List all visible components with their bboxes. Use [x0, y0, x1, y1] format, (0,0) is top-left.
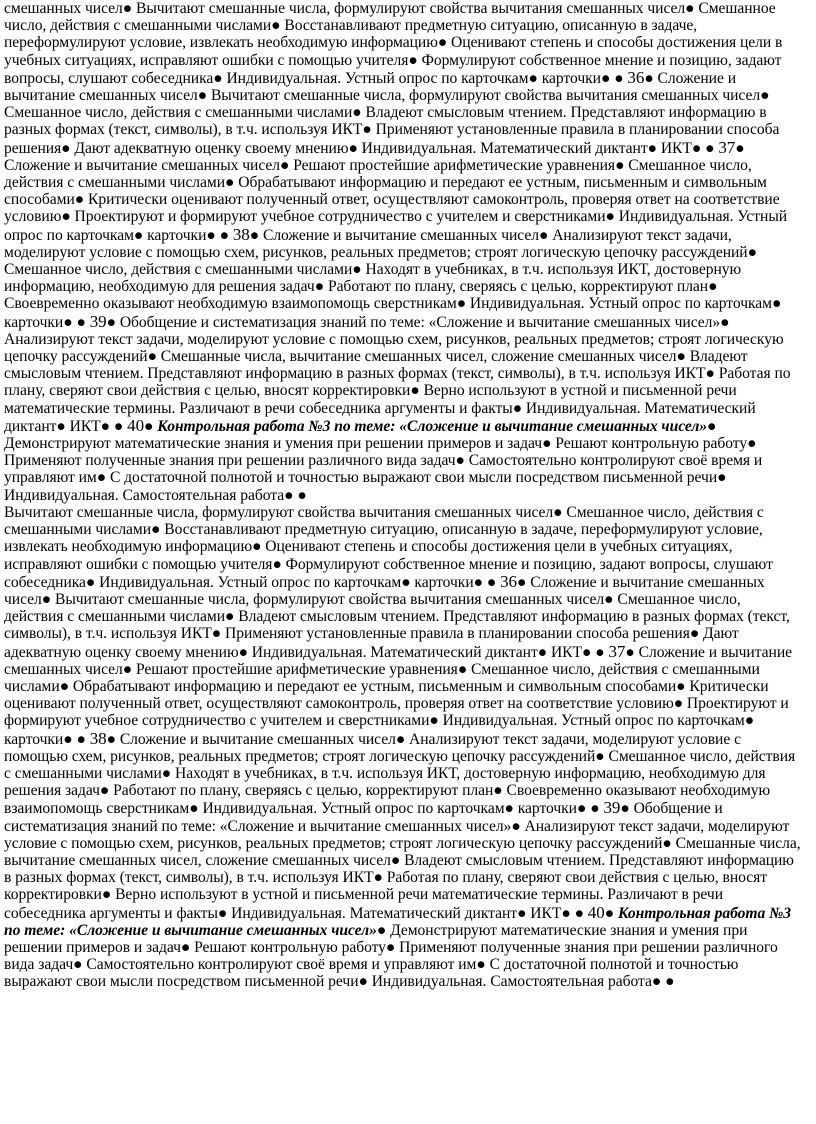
text-segment: Смешанное число, действия с смешанными числами	[4, 156, 752, 192]
bullet-icon: ●	[457, 660, 468, 678]
text-segment: Обобщение и систематизация знаний по теме: «Сложение и вычитание смешанных чисел»	[4, 800, 723, 835]
bullet-icon: ●	[376, 921, 387, 939]
bullet-icon: ●	[147, 348, 157, 366]
bullet-icon: ●	[707, 417, 717, 435]
bullet-icon: ●	[56, 417, 66, 435]
text-segment: Владеют смысловым чтением. Представляют информацию в разных формах (текст, символы), в т.ч. используя ИКТ	[4, 851, 794, 887]
bullet-icon: ●	[614, 69, 624, 87]
text-segment: Смешанное число, действия с смешанными числами	[4, 590, 741, 626]
bullet-icon: ●	[720, 313, 730, 331]
bullet-icon: ●	[284, 486, 294, 504]
bullet-icon: ●	[676, 677, 686, 695]
bullet-icon: ●	[705, 365, 715, 383]
text-segment: Вычитают смешанные числа, формулируют свойства вычитания смешанных чисел	[4, 503, 554, 521]
bullet-icon: ●	[41, 590, 52, 608]
bullet-icon: ●	[85, 573, 96, 591]
text-segment: карточки	[513, 800, 577, 818]
text-segment: Анализируют текст задачи, моделируют условие с помощью схем, рисунков, реальных предметов; строят логическую цепочку рассуждений	[4, 330, 784, 366]
text-segment: Сложение и вычитание смешанных чисел	[4, 643, 793, 678]
text-segment: Смешанное число, действия с смешанными числами	[4, 660, 760, 695]
text-segment: Дают адекватную оценку своему мнению	[70, 139, 349, 157]
text-segment: ИКТ	[547, 643, 583, 661]
text-segment: Решают простейшие арифметические уравнения	[132, 660, 458, 678]
text-segment: Индивидуальная. Устный опрос по карточкам	[95, 573, 402, 591]
text-segment: Сложение и вычитание смешанных чисел	[259, 226, 539, 244]
bullet-icon: ●	[771, 295, 782, 313]
bullet-icon: ●	[122, 0, 133, 17]
text-segment: Вычитают смешанные числа, формулируют свойства вычитания смешанных чисел	[207, 87, 761, 105]
bullet-icon: ●	[280, 156, 290, 174]
bullet-icon: ●	[615, 156, 625, 174]
text-segment: Смешанное число, действия с смешанными числами	[4, 747, 796, 782]
text-segment: Индивидуальная. Устный опрос по карточкам	[466, 295, 772, 313]
bullet-icon: ●	[61, 208, 71, 226]
text-segment: Анализируют текст задачи, моделируют условие с помощью схем, рисунков, реальных предметов; строят логическую цепочку рассуждений	[4, 226, 748, 261]
lesson-number: 36	[627, 67, 645, 87]
bullet-icon: ●	[486, 573, 497, 591]
bullet-icon: ●	[211, 625, 222, 643]
bullet-icon: ●	[348, 139, 358, 157]
bullet-icon: ●	[605, 208, 615, 226]
lesson-number: 37	[718, 137, 736, 157]
text-segment: Применяют полученные знания при решении различного вида задач	[4, 938, 778, 974]
text-segment: карточки	[4, 313, 64, 331]
bullet-icon: ●	[206, 226, 216, 244]
bullet-icon: ●	[76, 730, 86, 748]
text-segment: смешанных чисел	[4, 0, 123, 17]
bullet-icon: ●	[225, 174, 235, 192]
bullet-icon: ●	[595, 643, 605, 661]
lesson-number: 39	[89, 311, 107, 331]
bullet-icon: ●	[662, 834, 672, 852]
bullet-icon: ●	[689, 625, 700, 643]
paragraph-2	[4, 504, 804, 991]
bullet-icon: ●	[106, 730, 116, 748]
lesson-number: 36	[500, 571, 518, 591]
bullet-icon: ●	[691, 139, 702, 157]
text-segment: Демонстрируют математические знания и умения при решении примеров и задач	[4, 921, 748, 956]
bullet-icon: ●	[537, 643, 548, 661]
bullet-icon: ●	[63, 313, 73, 331]
lesson-number: 40	[127, 415, 145, 435]
bullet-icon: ●	[517, 904, 527, 922]
text-segment: Демонстрируют математические знания и умения при решении примеров и задач	[4, 435, 543, 453]
bullet-icon: ●	[576, 800, 587, 818]
bullet-icon: ●	[644, 69, 654, 87]
bullet-icon: ●	[189, 800, 199, 818]
bullet-icon: ●	[676, 348, 686, 366]
bullet-icon: ●	[385, 938, 396, 956]
text-segment: Индивидуальная. Устный опрос по карточкам	[198, 800, 505, 818]
text-segment: Восстанавливают предметную ситуацию, описанную в задаче, переформулируют условие, извлекать необходимую информацию	[4, 17, 698, 52]
text-segment: Сложение и вычитание смешанных чисел	[4, 69, 736, 105]
text-segment: Восстанавливают предметную ситуацию, описанную в задаче, переформулируют условие, извлекать необходимую информацию	[4, 521, 763, 556]
bullet-icon: ●	[352, 261, 362, 279]
bullet-icon: ●	[456, 295, 467, 313]
text-segment: карточки	[410, 573, 474, 591]
text-segment: Сложение и вычитание смешанных чисел	[4, 573, 765, 608]
text-segment: Формулируют собственное мнение и позицию, задают вопросы, слушают собеседника	[4, 555, 773, 591]
lesson-number: 39	[603, 798, 621, 818]
bullet-icon: ●	[590, 800, 600, 818]
text-segment: Работают по плану, сверяясь с целью, корректируют план	[324, 278, 709, 296]
bullet-icon: ●	[408, 51, 418, 69]
bullet-icon: ●	[760, 87, 770, 105]
bullet-icon: ●	[100, 417, 111, 435]
text-segment: Владеют смысловым чтением. Представляют информацию в разных формах (текст, символы), в т.ч. используя ИКТ	[4, 348, 748, 383]
text-segment: Индивидуальная. Самостоятельная работа	[367, 973, 652, 991]
bullet-icon: ●	[625, 643, 635, 661]
bullet-icon: ●	[314, 278, 325, 296]
bullet-icon: ●	[390, 851, 401, 869]
bullet-icon: ●	[219, 226, 229, 244]
text-segment: Проектируют и формируют учебное сотрудничество с учителем и сверстниками	[4, 695, 789, 730]
text-segment: Проектируют и формируют учебное сотрудничество с учителем и сверстниками	[70, 208, 606, 226]
lesson-number: 38	[232, 224, 250, 244]
bullet-icon: ●	[225, 608, 235, 626]
bullet-icon: ●	[708, 278, 718, 296]
bullet-icon: ●	[161, 764, 172, 782]
bullet-icon: ●	[600, 69, 611, 87]
bullet-icon: ●	[473, 573, 484, 591]
text-segment: Сложение и вычитание смешанных чисел	[4, 156, 281, 174]
bullet-icon: ●	[63, 730, 73, 748]
bullet-icon: ●	[504, 800, 514, 818]
text-segment: карточки	[143, 226, 207, 244]
text-segment: Работая по плану, сверяют свои действия с целью, вносят корректировки	[4, 365, 791, 400]
bullet-icon: ●	[561, 904, 571, 922]
bullet-icon: ●	[61, 139, 71, 157]
bullet-icon: ●	[373, 869, 383, 887]
test-title: Контрольная работа №3 по теме: «Сложение и вычитание смешанных чисел»	[157, 417, 708, 435]
text-segment: Решают контрольную работу	[190, 938, 386, 956]
text-segment: Вычитают смешанные числа, формулируют свойства вычитания смешанных чисел	[132, 0, 686, 17]
text-segment: Вычитают смешанные числа, формулируют свойства вычитания смешанных чисел	[51, 590, 605, 608]
text-segment: карточки	[4, 730, 64, 748]
bullet-icon: ●	[538, 226, 549, 244]
text-segment: Индивидуальная. Математический диктант	[227, 904, 518, 922]
lesson-number: 38	[89, 728, 107, 748]
bullet-icon: ●	[106, 313, 116, 331]
bullet-icon: ●	[512, 399, 523, 417]
paragraph-1	[4, 0, 804, 504]
bullet-icon: ●	[122, 660, 133, 678]
bullet-icon: ●	[352, 104, 362, 122]
bullet-icon: ●	[249, 226, 260, 244]
bullet-icon: ●	[362, 121, 372, 139]
text-segment: Работают по плану, сверяясь с целью, корректируют план	[109, 782, 494, 800]
bullet-icon: ●	[747, 435, 757, 453]
bullet-icon: ●	[99, 782, 110, 800]
bullet-icon: ●	[705, 139, 715, 157]
bullet-icon: ●	[410, 382, 420, 400]
bullet-icon: ●	[455, 452, 465, 470]
bullet-icon: ●	[542, 435, 552, 453]
lesson-number: 40	[587, 902, 605, 922]
text-segment: Анализируют текст задачи, моделируют условие с помощью схем, рисунков, реальных предметов; строят логическую цепочку рассуждений	[4, 817, 790, 852]
text-segment: ИКТ	[65, 417, 101, 435]
text-segment: Находят в учебниках, в т.ч. используя ИКТ, достоверную информацию, необходимую для решения задач	[4, 764, 766, 800]
text-segment: Смешанные числа, вычитание смешанных чисел, сложение смешанных чисел	[156, 348, 677, 366]
text-segment: Сложение и вычитание смешанных чисел	[115, 730, 396, 748]
bullet-icon: ●	[511, 817, 521, 835]
bullet-icon: ●	[133, 226, 144, 244]
text-segment: Решают контрольную работу	[551, 435, 748, 453]
text-segment: Критически оценивают полученный ответ, осуществляют самоконтроль, проверяя ответ на соответствие условию	[4, 677, 769, 713]
bullet-icon: ●	[96, 469, 107, 487]
text-segment: Индивидуальная. Устный опрос по карточкам	[4, 208, 788, 244]
bullet-icon: ●	[151, 521, 161, 539]
text-segment: Находят в учебниках, в т.ч. используя ИКТ, достоверную информацию, необходимую для решения задач	[4, 261, 742, 296]
text-segment: Обрабатывают информацию и передают ее устным, письменным и символьным способами	[4, 174, 767, 209]
text-segment: Индивидуальная. Математический диктант	[4, 399, 756, 435]
text-segment: Владеют смысловым чтением. Представляют информацию в разных формах (текст, символы), в т.ч. используя ИКТ	[4, 608, 790, 643]
text-segment: Смешанное число, действия с смешанными числами	[4, 503, 764, 539]
text-segment: Индивидуальная. Устный опрос по карточкам	[438, 712, 745, 730]
bullet-icon: ●	[735, 139, 745, 157]
bullet-icon: ●	[582, 643, 592, 661]
text-segment: Работая по плану, сверяют свои действия с целью, вносят корректировки	[4, 869, 768, 904]
bullet-icon: ●	[74, 191, 85, 209]
bullet-icon: ●	[651, 973, 662, 991]
text-segment: Своевременно оказывают необходимую взаимопомощь сверстникам	[4, 295, 457, 313]
bullet-icon: ●	[437, 34, 448, 52]
bullet-icon: ●	[297, 486, 307, 504]
bullet-icon: ●	[517, 573, 527, 591]
text-segment: С достаточной полнотой и точностью выражают свои мысли посредством письменной речи	[106, 469, 718, 487]
bullet-icon: ●	[747, 243, 757, 261]
text-segment: Применяют установленные правила в планировании способа решения	[221, 625, 690, 643]
text-segment: Критически оценивают полученный ответ, осуществляют самоконтроль, проверяя ответ на соответствие условию	[4, 191, 780, 226]
bullet-icon: ●	[76, 313, 86, 331]
text-segment: ИКТ	[656, 139, 692, 157]
bullet-icon: ●	[213, 69, 223, 87]
bullet-icon: ●	[604, 904, 615, 922]
bullet-icon: ●	[180, 938, 191, 956]
text-segment: Решают простейшие арифметические уравнения	[289, 156, 616, 174]
text-segment: Смешанное число, действия с смешанными числами	[4, 261, 353, 279]
text-segment: Дают адекватную оценку своему мнению	[4, 625, 739, 661]
text-segment: С достаточной полнотой и точностью выражают свои мысли посредством письменной речи	[4, 956, 739, 991]
text-segment: карточки	[537, 69, 601, 87]
text-segment: Смешанные числа, вычитание смешанных чисел, сложение смешанных чисел	[4, 834, 801, 869]
bullet-icon: ●	[673, 695, 684, 713]
text-segment: Индивидуальная. Самостоятельная работа	[4, 486, 285, 504]
text-segment: Применяют полученные знания при решении различного вида задач	[4, 452, 456, 470]
bullet-icon: ●	[553, 503, 563, 521]
text-segment: Самостоятельно контролируют своё время и управляют им	[4, 452, 763, 487]
bullet-icon: ●	[144, 417, 154, 435]
bullet-icon: ●	[395, 730, 406, 748]
text-segment: Самостоятельно контролируют своё время и управляют им	[82, 956, 477, 974]
text-segment: Индивидуальная. Устный опрос по карточкам	[222, 69, 529, 87]
bullet-icon: ●	[429, 712, 439, 730]
text-segment: Применяют установленные правила в планировании способа решения	[4, 121, 780, 157]
text-segment: Смешанное число, действия с смешанными числами	[4, 0, 776, 35]
bullet-icon: ●	[73, 956, 83, 974]
text-segment: ИКТ	[526, 904, 562, 922]
bullet-icon: ●	[685, 0, 695, 17]
text-segment: Формулируют собственное мнение и позицию, задают вопросы, слушают собеседника	[4, 51, 782, 87]
bullet-icon: ●	[272, 555, 282, 573]
text-segment: Верно используют в устной и письменной речи математические термины. Различают в речи собеседника аргументы и факты	[4, 886, 723, 922]
text-segment: Анализируют текст задачи, моделируют условие с помощью схем, рисунков, реальных предметов; строят логическую цепочку рассуждений	[4, 730, 741, 765]
text-segment: Обрабатывают информацию и передают ее устным, письменным и символьным способами	[69, 677, 677, 695]
text-segment: Индивидуальная. Математический диктант	[247, 643, 538, 661]
text-segment: Обобщение и систематизация знаний по теме: «Сложение и вычитание смешанных чисел»	[115, 313, 721, 331]
text-segment: Смешанное число, действия с смешанными числами	[4, 104, 353, 122]
bullet-icon: ●	[528, 69, 538, 87]
text-segment: Индивидуальная. Математический диктант	[357, 139, 648, 157]
bullet-icon: ●	[476, 956, 486, 974]
test-title: Контрольная работа №3 по теме: «Сложение и вычитание смешанных чисел»	[4, 904, 792, 939]
text-segment: Верно используют в устной и письменной речи математические термины. Различают в речи собеседника аргументы и факты	[4, 382, 737, 417]
bullet-icon: ●	[620, 800, 630, 818]
bullet-icon: ●	[271, 17, 281, 35]
bullet-icon: ●	[493, 782, 503, 800]
bullet-icon: ●	[574, 904, 584, 922]
bullet-icon: ●	[744, 712, 755, 730]
bullet-icon: ●	[401, 573, 411, 591]
bullet-icon: ●	[717, 469, 727, 487]
bullet-icon: ●	[595, 747, 605, 765]
bullet-icon: ●	[647, 139, 657, 157]
bullet-icon: ●	[252, 538, 262, 556]
bullet-icon: ●	[238, 643, 248, 661]
bullet-icon: ●	[358, 973, 368, 991]
bullet-icon: ●	[604, 590, 614, 608]
text-segment: Своевременно оказывают необходимую взаимопомощь сверстникам	[4, 782, 771, 818]
text-segment: Владеют смысловым чтением. Представляют информацию в разных формах (текст, символы), в т.ч. используя ИКТ	[4, 104, 767, 139]
bullet-icon: ●	[197, 87, 208, 105]
bullet-icon: ●	[101, 886, 112, 904]
bullet-icon: ●	[217, 904, 228, 922]
bullet-icon: ●	[665, 973, 675, 991]
lesson-number: 37	[608, 641, 626, 661]
bullet-icon: ●	[113, 417, 124, 435]
text-segment: Оценивают степень и способы достижения цели в учебных ситуациях, исправляют ошибки с помощью учителя	[4, 34, 783, 69]
bullet-icon: ●	[59, 677, 70, 695]
text-segment: Оценивают степень и способы достижения цели в учебных ситуациях, исправляют ошибки с помощью учителя	[4, 538, 733, 573]
